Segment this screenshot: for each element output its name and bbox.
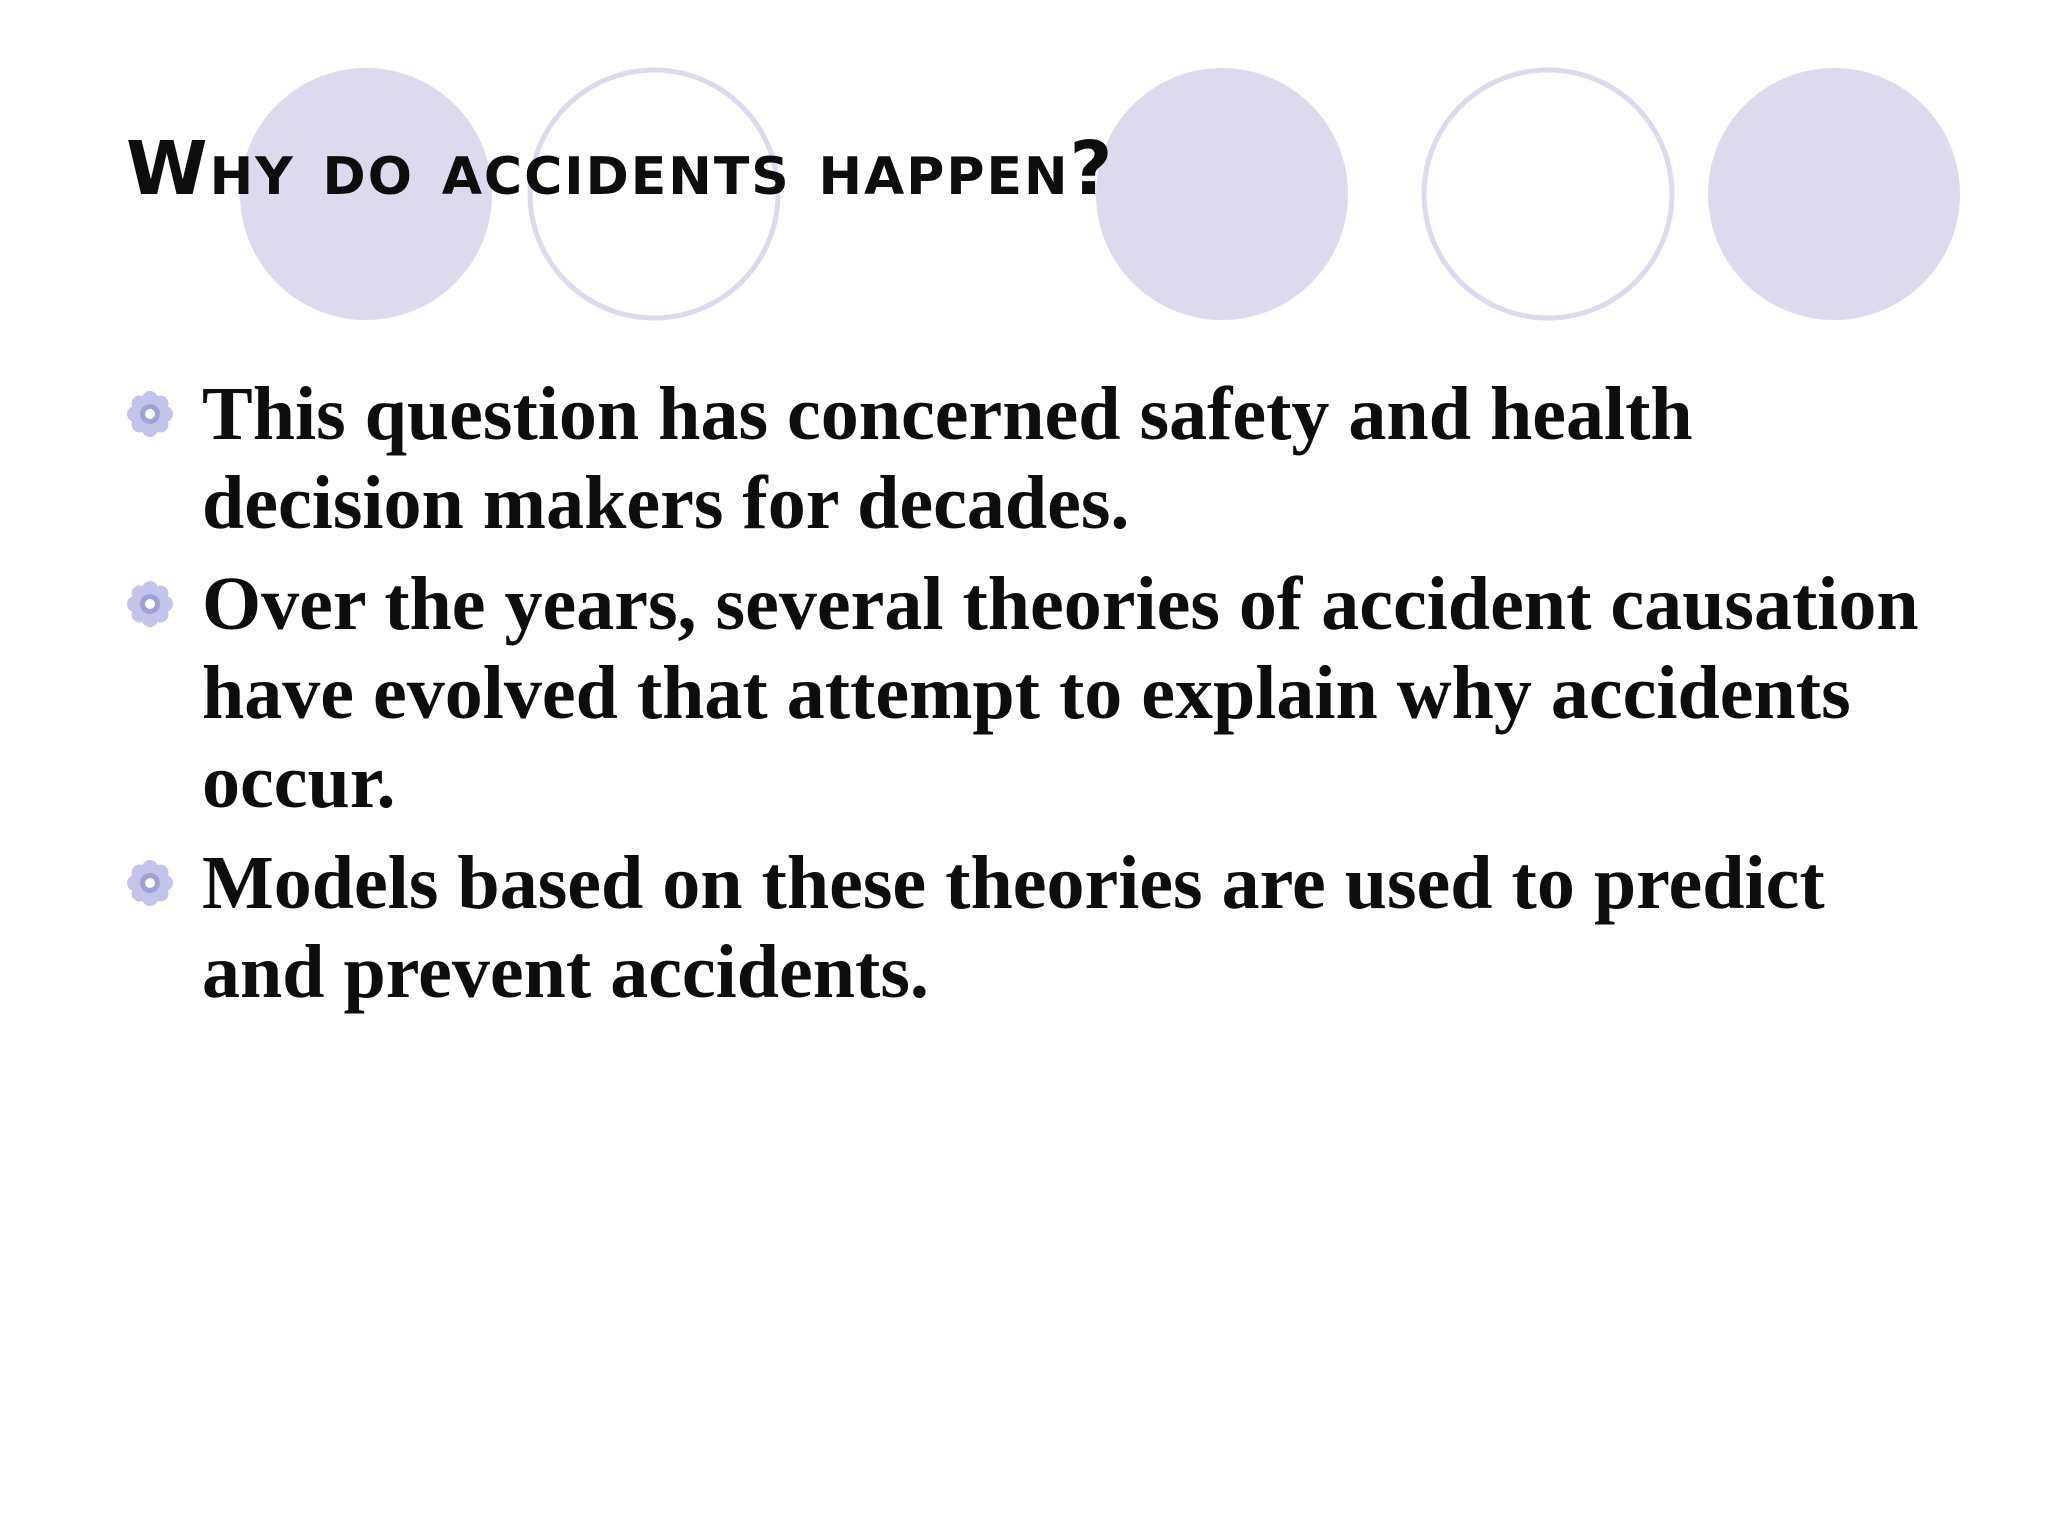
flower-icon — [126, 390, 174, 438]
bullet-item — [126, 370, 1956, 548]
flower-icon — [126, 580, 174, 628]
bullet-text: Over the years, several theories of accident causation have evolved that attempt to explain why accidents occur. — [202, 562, 1919, 824]
bullet-item — [126, 839, 1956, 1017]
bullet-list — [126, 370, 1956, 1029]
bullet-text: This question has concerned safety and health decision makers for decades. — [202, 372, 1693, 545]
decorative-circle-filled — [1096, 68, 1348, 320]
slide-title: Why do accidents happen? — [126, 126, 1115, 212]
decorative-circle-filled — [1708, 68, 1960, 320]
bullet-item — [126, 560, 1956, 827]
decorative-circle-outline — [1424, 70, 1672, 318]
flower-icon — [126, 859, 174, 907]
bullet-text: Models based on these theories are used to predict and prevent accidents. — [202, 841, 1825, 1014]
